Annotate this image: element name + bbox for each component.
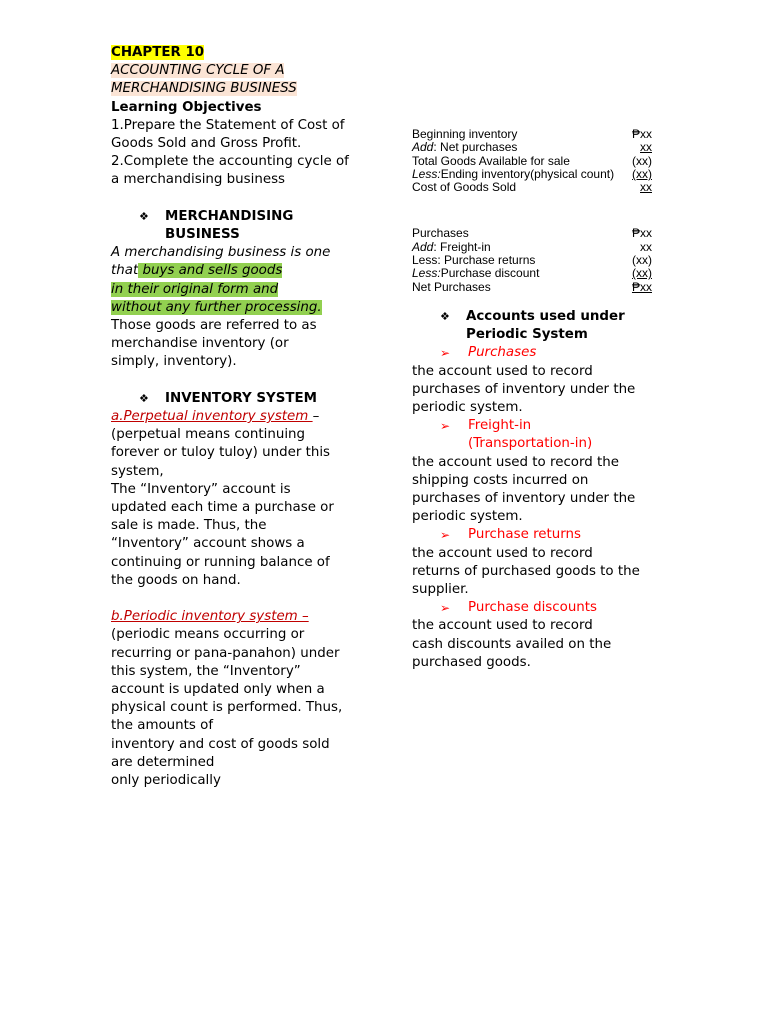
- account-description-line: purchased goods.: [412, 654, 531, 670]
- statement-amount: ₱xx: [631, 279, 652, 294]
- statement-amount: (xx): [632, 153, 652, 168]
- statement-label: : Freight-in: [433, 239, 491, 254]
- left-column: [111, 44, 361, 790]
- periodic-body-line: are determined: [111, 754, 215, 770]
- statement-row: [412, 168, 652, 181]
- account-description-line: the account used to record the: [412, 454, 619, 470]
- statement-amount: xx: [640, 180, 652, 195]
- accounts-heading-line-1: Accounts used under: [466, 308, 625, 324]
- objective-line: Goods Sold and Gross Profit.: [111, 136, 302, 152]
- account-name: Purchases: [468, 345, 537, 361]
- statement-prefix: Add: [412, 140, 434, 155]
- statement-prefix: Add: [412, 239, 434, 254]
- merchandising-definition-fragment: that: [111, 263, 139, 279]
- account-description-line: supplier.: [412, 582, 469, 598]
- perpetual-body-line: the goods on hand.: [111, 572, 241, 588]
- spacer: [412, 194, 662, 227]
- periodic-body-line: (periodic means occurring or: [111, 627, 305, 643]
- inventory-system-heading: [111, 390, 361, 408]
- objectives-heading: Learning Objectives: [111, 99, 262, 115]
- chapter-title-line-2: MERCHANDISING BUSINESS: [111, 81, 297, 97]
- account-description-line: purchases of inventory under the: [412, 381, 636, 397]
- merchandising-definition-line: A merchandising business is one: [111, 245, 331, 261]
- statement-amount: ₱xx: [631, 127, 652, 141]
- right-column: [412, 128, 662, 672]
- arrow-bullet-icon: ➢: [440, 601, 451, 616]
- account-name: (Transportation-in): [468, 436, 593, 452]
- account-item-purchases: [412, 344, 662, 362]
- statement-prefix: Less:: [412, 266, 441, 281]
- account-item-freight-in: [412, 417, 662, 453]
- statement-row: [412, 281, 652, 294]
- statement-amount: (xx): [632, 266, 652, 281]
- arrow-bullet-icon: ➢: [440, 419, 451, 434]
- accounts-heading: [412, 308, 662, 344]
- account-description-line: the account used to record: [412, 618, 593, 634]
- periodic-body-line: only periodically: [111, 773, 221, 789]
- periodic-body-line: this system, the “Inventory”: [111, 663, 301, 679]
- periodic-body-line: physical count is performed. Thus,: [111, 700, 343, 716]
- merchandising-body-line: simply, inventory).: [111, 354, 237, 370]
- account-name: Purchase returns: [468, 527, 581, 543]
- statement-amount: xx: [640, 140, 652, 155]
- perpetual-body-line: continuing or running balance of: [111, 554, 330, 570]
- periodic-body-line: recurring or pana-panahon) under: [111, 645, 340, 661]
- statement-row: [412, 267, 652, 280]
- chapter-title-line-1: ACCOUNTING CYCLE OF A: [111, 63, 285, 79]
- statement-amount: ₱xx: [631, 226, 652, 241]
- statement-label: Net Purchases: [412, 279, 491, 294]
- periodic-body-line: account is updated only when a: [111, 682, 325, 698]
- statement-label: Less: Purchase returns: [412, 253, 536, 268]
- statement-row: [412, 155, 652, 168]
- cost-of-goods-sold-statement: [412, 128, 652, 194]
- spacer: [111, 190, 361, 208]
- perpetual-system-label: a.Perpetual inventory system: [111, 409, 313, 425]
- statement-prefix: Less:: [412, 166, 441, 181]
- merchandising-heading: [111, 208, 361, 244]
- perpetual-body-line: updated each time a purchase or: [111, 500, 334, 516]
- statement-label: Beginning inventory: [412, 127, 518, 141]
- accounts-section: [412, 308, 662, 672]
- account-description-line: the account used to record: [412, 545, 593, 561]
- statement-row: [412, 181, 652, 194]
- objective-line: 1.Prepare the Statement of Cost of: [111, 117, 345, 133]
- diamond-bullet-icon: ❖: [139, 391, 149, 405]
- statement-label: Purchases: [412, 226, 469, 241]
- statement-row: [412, 141, 652, 154]
- account-description-line: returns of purchased goods to the: [412, 563, 640, 579]
- statement-label: Total Goods Available for sale: [412, 153, 570, 168]
- perpetual-body-line: The “Inventory” account is: [111, 481, 291, 497]
- merchandising-definition-highlight: without any further processing.: [111, 299, 322, 315]
- arrow-bullet-icon: ➢: [440, 346, 451, 361]
- account-description-line: periodic system.: [412, 399, 523, 415]
- statement-row: [412, 241, 652, 254]
- account-description-line: cash discounts availed on the: [412, 636, 612, 652]
- statement-amount: xx: [640, 239, 652, 254]
- diamond-bullet-icon: ❖: [139, 209, 149, 223]
- statement-label: Cost of Goods Sold: [412, 180, 517, 195]
- statement-row: [412, 254, 652, 267]
- periodic-body-line: inventory and cost of goods sold: [111, 736, 330, 752]
- account-item-purchase-returns: [412, 526, 662, 544]
- perpetual-body-line: “Inventory” account shows a: [111, 536, 305, 552]
- merchandising-body-line: Those goods are referred to as: [111, 318, 317, 334]
- merchandising-definition-highlight: buys and sells goods: [138, 263, 283, 279]
- statement-label: Purchase discount: [440, 266, 540, 281]
- arrow-bullet-icon: ➢: [440, 528, 451, 543]
- diamond-bullet-icon: ❖: [440, 309, 450, 323]
- accounts-heading-line-2: Periodic System: [466, 327, 588, 343]
- chapter-label: CHAPTER 10: [111, 45, 205, 60]
- account-name: Freight-in: [468, 418, 532, 434]
- spacer: [111, 590, 361, 608]
- merchandising-heading-line-2: BUSINESS: [165, 227, 240, 243]
- periodic-body-line: the amounts of: [111, 718, 214, 734]
- merchandising-definition-highlight: in their original form and: [111, 281, 279, 297]
- net-purchases-statement: [412, 227, 652, 293]
- periodic-system-label: b.Periodic inventory system –: [111, 609, 309, 625]
- perpetual-body-line: sale is made. Thus, the: [111, 518, 267, 534]
- perpetual-body-line: forever or tuloy tuloy) under this: [111, 445, 331, 461]
- statement-label: : Net purchases: [433, 140, 518, 155]
- objective-line: 2.Complete the accounting cycle of: [111, 154, 349, 170]
- perpetual-body-line: system,: [111, 463, 164, 479]
- statement-label: Ending inventory(physical count): [440, 166, 615, 181]
- account-description-line: shipping costs incurred on: [412, 472, 589, 488]
- account-name: Purchase discounts: [468, 600, 598, 616]
- inventory-system-title: INVENTORY SYSTEM: [165, 390, 317, 406]
- spacer: [111, 372, 361, 390]
- statement-amount: (xx): [632, 166, 652, 181]
- account-description-line: periodic system.: [412, 509, 523, 525]
- statement-row: [412, 128, 652, 141]
- statement-row: [412, 227, 652, 240]
- account-description-line: purchases of inventory under the: [412, 491, 636, 506]
- merchandising-body-line: merchandise inventory (or: [111, 336, 289, 352]
- statement-amount: (xx): [632, 253, 652, 268]
- objective-line: a merchandising business: [111, 172, 286, 188]
- perpetual-dash: –: [312, 409, 320, 425]
- account-description-line: the account used to record: [412, 363, 593, 379]
- merchandising-heading-line-1: MERCHANDISING: [165, 208, 294, 224]
- perpetual-body-line: (perpetual means continuing: [111, 427, 306, 443]
- spacer: [412, 294, 662, 308]
- account-item-purchase-discounts: [412, 599, 662, 617]
